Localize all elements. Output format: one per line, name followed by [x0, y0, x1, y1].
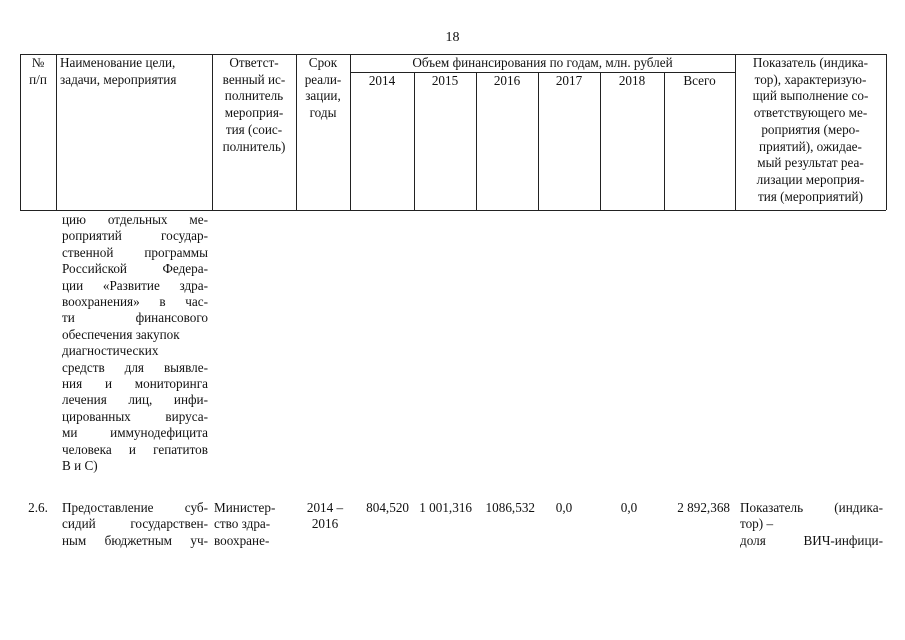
header-col-indicator: Показатель (индика- тор), характеризую- щий выполнение со- ответствующего ме- роприятия (меро- приятий), ожидае- мый результат реа- лизации мероприя- тия (мероприятий): [752, 55, 869, 204]
continuation-text: цию отдельных ме- роприятий государ- ственной программы Российской Федера- ции «Развитие здра- воохранения» в час- ти финансового обеспечения закупок диагностических средств для выявле- ния и мониторинга лечения лиц, инфи- цированных вируса- ми иммунодефицита человека и гепатитов В и С): [62, 212, 208, 474]
value-total: 2 892,368: [677, 500, 730, 515]
row-indicator: Показатель (индика- тор) – доля ВИЧ-инфици-: [740, 500, 883, 548]
header-year-2014: 2014: [368, 73, 396, 88]
header-year-2018: 2018: [618, 73, 646, 88]
value-2017: 0,0: [555, 500, 573, 515]
header-col-funding: Объем финансирования по годам, млн. рублей: [412, 55, 673, 70]
header-col-number: № п/п: [29, 55, 47, 87]
header-col-term: Срок реали- зации, годы: [304, 55, 342, 121]
header-year-2015: 2015: [431, 73, 459, 88]
row-term: 2014 – 2016: [306, 500, 344, 532]
header-total: Всего: [683, 73, 716, 88]
value-2016: 1086,532: [485, 500, 535, 515]
value-2018: 0,0: [620, 500, 638, 515]
table-header: [20, 54, 886, 210]
row-responsible: Министер- ство здра- воохране-: [214, 500, 276, 548]
value-2014: 804,520: [366, 500, 409, 515]
header-year-2017: 2017: [555, 73, 583, 88]
value-2015: 1 001,316: [419, 500, 472, 515]
header-col-name: Наименование цели, задачи, мероприятия: [60, 55, 177, 87]
header-bottom-border: [20, 210, 886, 211]
row-number: 2.6.: [28, 500, 48, 515]
header-col-responsible: Ответст- венный ис- полнитель мероприя- тия (соис- полнитель): [222, 55, 286, 154]
page-number: 18: [445, 30, 460, 45]
header-year-2016: 2016: [493, 73, 521, 88]
row-name: Предоставление суб- сидий государствен- ным бюджетным уч-: [62, 500, 208, 548]
